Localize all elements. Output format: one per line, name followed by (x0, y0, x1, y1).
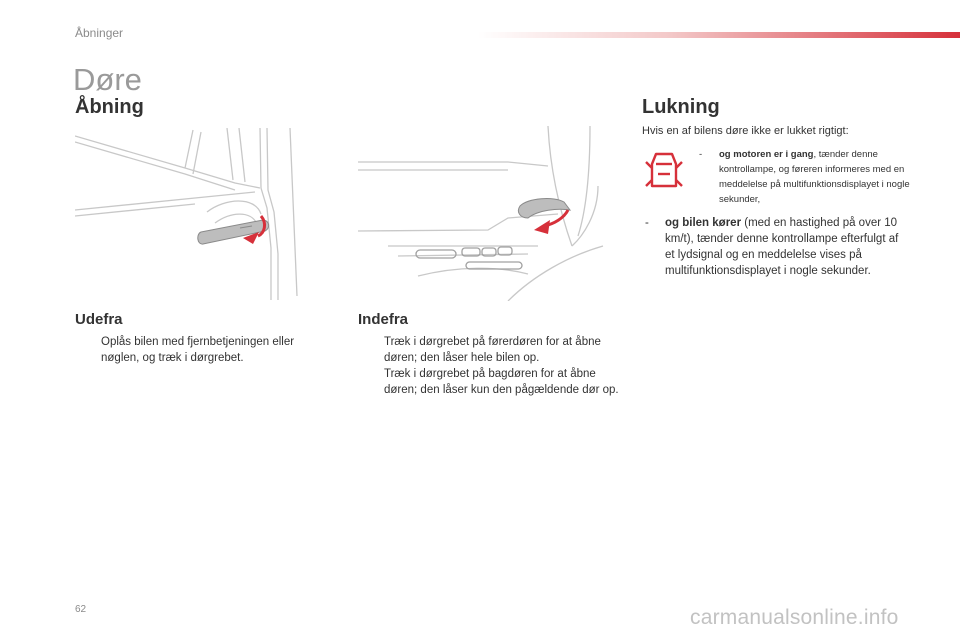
page-title: Døre (73, 62, 142, 97)
door-open-warning-icon (644, 150, 684, 192)
header-accent-bar (478, 32, 960, 38)
heading-udefra: Udefra (75, 311, 123, 328)
heading-aabning: Åbning (75, 96, 144, 118)
exterior-door-handle-illustration (75, 128, 335, 300)
interior-door-handle-illustration (358, 126, 618, 301)
list-item: Træk i dørgrebet på bagdøren for at åbne døren; den låser kun den pågældende dør op. (384, 368, 619, 396)
heading-lukning: Lukning (642, 96, 720, 118)
section-title: Åbninger (75, 26, 124, 40)
dash-mark: - (645, 217, 649, 229)
list-item: Oplås bilen med fjernbetjeningen eller nøglen, og træk i dørgrebet. (101, 336, 295, 364)
watermark: carmanualsonline.info (690, 606, 899, 629)
list-item: Træk i dørgrebet på førerdøren for at åbne døren; den låser hele bilen op. (384, 336, 601, 364)
lukning-intro: Hvis en af bilens døre ikke er lukket rigtigt: (642, 125, 849, 137)
udefra-list (78, 334, 318, 366)
indefra-list (361, 334, 621, 398)
dash-mark: - (699, 149, 703, 160)
heading-indefra: Indefra (358, 311, 409, 328)
lukning-item-driving: - og bilen kører (med en hastighed på over 10 km/t), tænder denne kontrollampe efterfulgt af et lydsignal og en meddelelse vises på multifunktionsdisplayet i nogle sekunder. (645, 217, 899, 277)
lukning-item-engine: - og motoren er i gang, tænder denne kontrollampe, og føreren informeres med en meddelelse på multifunktionsdisplayet i nogle sekunder, (699, 149, 910, 205)
page-number: 62 (75, 604, 87, 615)
